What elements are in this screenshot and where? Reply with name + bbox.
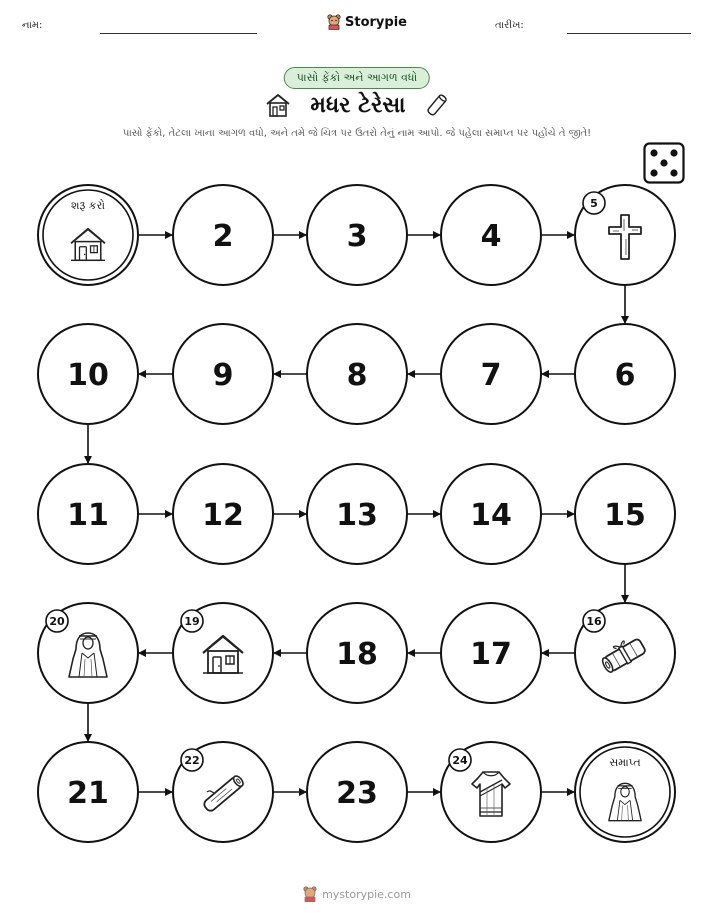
finish-label: સમાપ્ત	[609, 756, 641, 769]
cell-number: 2	[212, 219, 234, 254]
board-cell-11[interactable]	[38, 464, 138, 564]
board-cell-8[interactable]	[307, 324, 407, 424]
cell-number: 4	[480, 219, 502, 254]
board-cell-12[interactable]	[173, 464, 273, 564]
cell-number-badge: 19	[184, 615, 200, 628]
cell-number: 21	[67, 776, 109, 811]
board-cell-4[interactable]	[441, 185, 541, 285]
cell-number-badge: 24	[452, 754, 468, 767]
board-cell-7[interactable]	[441, 324, 541, 424]
instructions: પાસો ફેંકો, તેટલા ખાના આગળ વધો, અને તમે જે ચિત્ર પર ઉતરો તેનું નામ આપો. જે પહેલા સમાપ્ત પર પહોંચે તે જીતે!	[122, 128, 592, 139]
footer-url[interactable]: mystorypie.com	[322, 887, 411, 901]
board-cell-23[interactable]	[307, 742, 407, 842]
cell-number: 3	[346, 219, 368, 254]
cell-number: 15	[604, 498, 646, 533]
date-label: તારીખ:	[495, 20, 524, 31]
board-cell-5[interactable]	[575, 185, 675, 285]
board-cell-6[interactable]	[575, 324, 675, 424]
board-cell-24[interactable]	[441, 742, 541, 842]
board-cell-1[interactable]	[38, 185, 138, 285]
board-cell-21[interactable]	[38, 742, 138, 842]
board-cell-15[interactable]	[575, 464, 675, 564]
board-cell-22[interactable]	[173, 742, 273, 842]
subtitle-pill: પાસો ફેંકો અને આગળ વધો	[284, 67, 430, 89]
cell-number: 12	[202, 498, 244, 533]
cell-number: 10	[67, 358, 109, 393]
board-cells	[38, 185, 675, 842]
page-title: મધર ટેરેસા	[310, 92, 406, 118]
cell-number: 6	[614, 358, 636, 393]
start-label: શરૂ કરો	[70, 199, 106, 212]
cell-number: 9	[212, 358, 234, 393]
board-cell-20[interactable]	[38, 603, 138, 703]
footer	[0, 886, 714, 902]
cell-number: 8	[346, 358, 368, 393]
cell-number-badge: 22	[184, 754, 200, 767]
board-cell-9[interactable]	[173, 324, 273, 424]
cell-number-badge: 16	[586, 615, 602, 628]
board-cell-2[interactable]	[173, 185, 273, 285]
board-cell-13[interactable]	[307, 464, 407, 564]
cell-number: 7	[480, 358, 502, 393]
cell-number: 11	[67, 498, 109, 533]
cell-number: 17	[470, 637, 512, 672]
board-cell-10[interactable]	[38, 324, 138, 424]
board-cell-19[interactable]	[173, 603, 273, 703]
board-cell-3[interactable]	[307, 185, 407, 285]
board-cell-18[interactable]	[307, 603, 407, 703]
board-cell-25[interactable]	[575, 742, 675, 842]
name-label: નામ:	[22, 20, 43, 31]
cell-number-badge: 20	[49, 615, 65, 628]
board-cell-14[interactable]	[441, 464, 541, 564]
board-cell-16[interactable]	[575, 603, 675, 703]
cell-number: 14	[470, 498, 512, 533]
brand-name: Storypie	[345, 14, 407, 30]
cell-number: 13	[336, 498, 378, 533]
cell-number: 18	[336, 637, 378, 672]
cell-number-badge: 5	[590, 197, 598, 210]
cell-number: 23	[336, 776, 378, 811]
board-cell-17[interactable]	[441, 603, 541, 703]
bear-mascot-icon	[303, 886, 317, 902]
